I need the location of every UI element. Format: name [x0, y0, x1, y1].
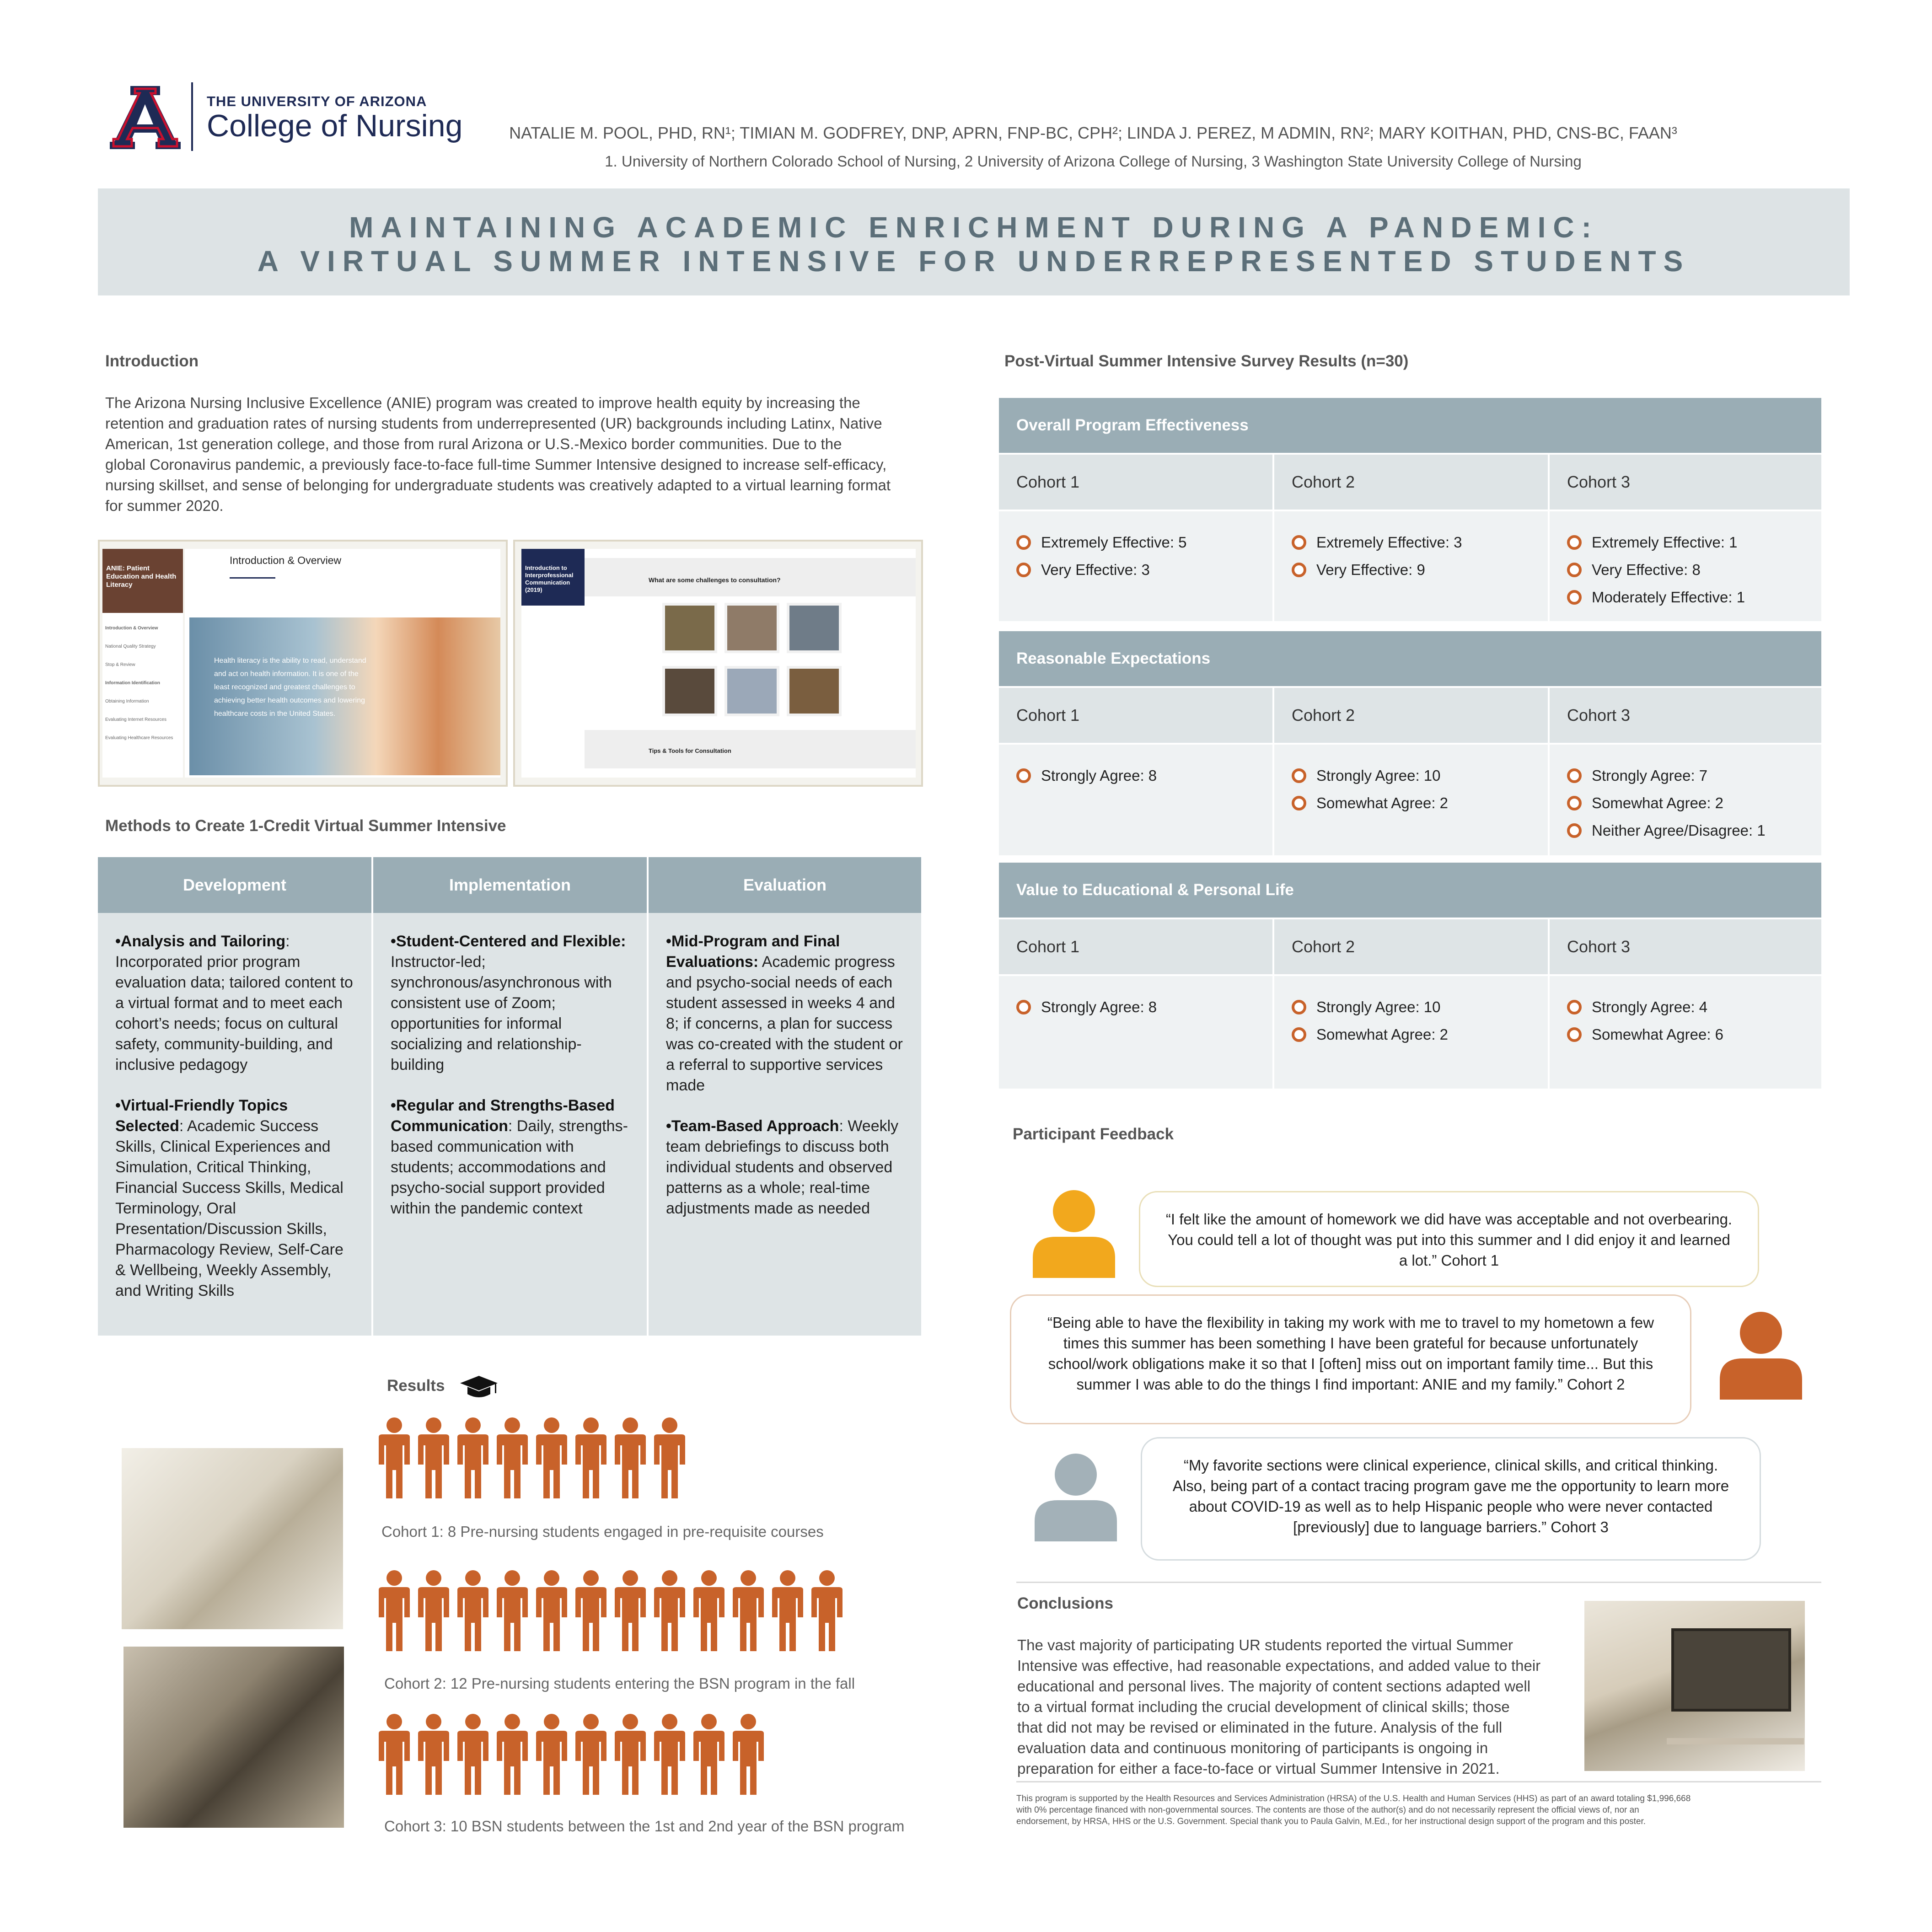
conclusion-line: The vast majority of participating UR students reported the virtual Summer	[1017, 1637, 1513, 1653]
survey-result-text: Somewhat Agree: 6	[1592, 1026, 1724, 1043]
affiliations: 1. University of Northern Colorado School of Nursing, 2 University of Arizona College of Nursing, 3 Washington State University College of Nursing	[605, 153, 1582, 170]
monitor-shape	[1671, 1628, 1791, 1712]
survey-result-text: Somewhat Agree: 2	[1592, 794, 1724, 811]
survey-result-cell	[1550, 976, 1821, 1089]
quote-line: “I felt like the amount of homework we did have was acceptable and not overbearing.	[1165, 1211, 1733, 1228]
methods-column-implementation	[373, 913, 647, 1336]
quote-line: “Being able to have the flexibility in taking my work with me to travel to my hometown a few	[1047, 1314, 1654, 1331]
intro-line: The Arizona Nursing Inclusive Excellence (ANIE) program was created to improve health equity by increasing the	[105, 394, 860, 411]
screenshot-sidebar	[102, 549, 183, 778]
footer-line: This program is supported by the Health Resources and Services Administration (HRSA) of the U.S. Health and Human Services (HHS) as part of an award totaling $1,996,668	[1016, 1794, 1691, 1803]
survey-result-item	[1567, 993, 1804, 1021]
person-icon	[611, 1417, 650, 1502]
title-line-2: A VIRTUAL SUMMER INTENSIVE FOR UNDERREPRESENTED STUDENTS	[257, 245, 1690, 278]
grid-photo	[662, 666, 717, 716]
survey-result-item	[1016, 529, 1255, 556]
survey-result-cell	[1550, 745, 1821, 855]
survey-result-item	[1292, 1021, 1530, 1048]
person-icon	[729, 1570, 768, 1654]
title-underline	[230, 577, 275, 579]
photo-caption: Health literacy is the ability to read, understand and act on health information. It is one of the least recognized and greatest challenges to achieving better health outcomes and lowering healthcare costs in the United States.	[214, 657, 366, 718]
survey-result-item	[1567, 789, 1804, 817]
person-icon	[493, 1570, 532, 1654]
cohort-2-people	[375, 1570, 847, 1654]
screenshot-menu	[102, 613, 183, 754]
survey-result-item	[1292, 762, 1530, 789]
methods-header-development: Development	[98, 857, 371, 913]
circle-bullet-icon	[1567, 1027, 1582, 1042]
conclusion-line: that did not may be revised or eliminated in the future. Analysis of the full	[1017, 1719, 1503, 1736]
survey-cohort-label: Cohort 3	[1550, 919, 1821, 974]
survey-result-text: Very Effective: 8	[1592, 561, 1701, 578]
conclusions-heading: Conclusions	[1017, 1594, 1114, 1612]
feedback-quote-3	[1141, 1437, 1761, 1561]
person-icon	[493, 1713, 532, 1798]
divider	[1016, 1781, 1821, 1782]
circle-bullet-icon	[1567, 768, 1582, 783]
person-icon	[375, 1570, 414, 1654]
method-point-title: •Team-Based Approach	[666, 1117, 839, 1135]
person-icon	[650, 1713, 690, 1798]
circle-bullet-icon	[1292, 535, 1306, 550]
circle-bullet-icon	[1567, 563, 1582, 577]
survey-result-text: Strongly Agree: 4	[1592, 998, 1708, 1015]
intro-line: nursing skillset, and sense of belonging for undergraduate students was creatively adapted to a virtual learning format	[105, 477, 891, 494]
introduction-text	[105, 392, 928, 516]
menu-item: Evaluating Healthcare Resources	[105, 735, 173, 741]
screenshot-question: What are some challenges to consultation?	[649, 576, 781, 584]
survey-result-cell	[1550, 511, 1821, 621]
title-line-1: MAINTAINING ACADEMIC ENRICHMENT DURING A PANDEMIC:	[349, 211, 1599, 244]
photo-grid	[662, 603, 845, 722]
grid-photo	[724, 603, 779, 653]
circle-bullet-icon	[1016, 1000, 1031, 1014]
grid-photo	[787, 666, 842, 716]
quote-line: school/work obligations make it so that I [often] miss out on important family time... But this	[1048, 1355, 1653, 1372]
conclusions-text	[1017, 1635, 1580, 1779]
student-computer-photo	[123, 1647, 344, 1828]
person-icon	[650, 1417, 690, 1502]
circle-bullet-icon	[1567, 823, 1582, 838]
survey-result-text: Strongly Agree: 8	[1041, 767, 1157, 784]
person-icon	[454, 1417, 493, 1502]
student-laptop-photo	[122, 1448, 343, 1629]
feedback-quote-1	[1139, 1191, 1759, 1287]
survey-cohort-label: Cohort 3	[1550, 455, 1821, 510]
circle-bullet-icon	[1292, 1027, 1306, 1042]
survey-cohort-label: Cohort 2	[1274, 688, 1548, 743]
conclusion-line: Intensive was effective, had reasonable expectations, and added value to their	[1017, 1657, 1541, 1674]
quote-line: about COVID-19 as well as to help Hispanic people who were never contacted	[1189, 1498, 1713, 1515]
participant-avatar-icon	[1033, 1189, 1115, 1280]
cohort-1-label: Cohort 1: 8 Pre-nursing students engaged in pre-requisite courses	[381, 1523, 824, 1540]
person-icon	[532, 1417, 572, 1502]
survey-result-item	[1016, 556, 1255, 584]
survey-heading: Post-Virtual Summer Intensive Survey Results (n=30)	[1004, 352, 1409, 370]
survey-result-item	[1292, 993, 1530, 1021]
quote-line: a lot.” Cohort 1	[1399, 1252, 1499, 1269]
survey-result-item	[1292, 556, 1530, 584]
survey-cohort-label: Cohort 2	[1274, 455, 1548, 510]
survey-result-text: Strongly Agree: 10	[1316, 998, 1441, 1015]
screenshot-footer-title: Tips & Tools for Consultation	[649, 747, 731, 754]
title-banner	[98, 188, 1850, 295]
menu-item: Introduction & Overview	[105, 626, 158, 631]
quote-line: [previously] due to language barriers.” Cohort 3	[1293, 1519, 1609, 1535]
circle-bullet-icon	[1567, 1000, 1582, 1014]
circle-bullet-icon	[1292, 1000, 1306, 1014]
quote-line: “My favorite sections were clinical experience, clinical skills, and critical thinking.	[1183, 1457, 1718, 1474]
methods-column-evaluation	[649, 913, 921, 1336]
survey-section-header: Overall Program Effectiveness	[999, 398, 1821, 453]
person-icon	[768, 1570, 808, 1654]
logo-divider	[191, 82, 193, 151]
health-literacy-photo	[189, 617, 500, 775]
survey-result-item	[1567, 584, 1804, 611]
menu-item: Obtaining Information	[105, 699, 149, 704]
intro-line: global Coronavirus pandemic, a previously face-to-face full-time Summer Intensive designed to increase self-efficacy,	[105, 456, 887, 473]
survey-result-item	[1567, 529, 1804, 556]
conclusion-line: evaluation data and continuous monitoring of participants is ongoing in	[1017, 1739, 1488, 1756]
menu-item: Information Identification	[105, 681, 160, 686]
method-point-title: •Virtual-Friendly Topics Selected	[115, 1097, 288, 1135]
footer-line: with 0% percentage financed with non-governmental sources. The contents are those of the author(s) and do not necessarily represent the official views of, nor an	[1016, 1805, 1639, 1815]
person-icon	[532, 1570, 572, 1654]
survey-result-text: Strongly Agree: 8	[1041, 998, 1157, 1015]
cohort-3-label: Cohort 3: 10 BSN students between the 1st and 2nd year of the BSN program	[384, 1818, 905, 1835]
survey-result-text: Somewhat Agree: 2	[1316, 1026, 1449, 1043]
survey-result-text: Moderately Effective: 1	[1592, 589, 1745, 606]
university-name: THE UNIVERSITY OF ARIZONA	[207, 93, 427, 109]
quote-line: Also, being part of a contact tracing program gave me the opportunity to learn more	[1172, 1477, 1729, 1494]
survey-result-item	[1567, 556, 1804, 584]
person-icon	[572, 1713, 611, 1798]
survey-result-cell	[1274, 976, 1548, 1089]
course-screenshot-2	[513, 540, 923, 787]
footer-line: endorsement, by HRSA, HHS or the U.S. Government. Special thank you to Paula Galvin, M.Ed., for her instructional design support of the program and this poster.	[1016, 1817, 1646, 1826]
conclusion-line: to a virtual format including the crucial development of clinical skills; those	[1017, 1698, 1510, 1715]
graduation-cap-icon	[459, 1375, 499, 1401]
menu-item: Evaluating Internet Resources	[105, 717, 166, 722]
person-icon	[532, 1713, 572, 1798]
results-heading: Results	[387, 1377, 445, 1395]
methods-heading: Methods to Create 1-Credit Virtual Summer Intensive	[105, 817, 506, 835]
person-icon	[611, 1570, 650, 1654]
survey-section-header: Reasonable Expectations	[999, 631, 1821, 686]
person-icon	[414, 1417, 454, 1502]
screenshot-sidebar-title: ANIE: Patient Education and Health Literacy	[102, 549, 183, 613]
cohort-3-people	[375, 1713, 768, 1798]
intro-line: for summer 2020.	[105, 497, 224, 514]
method-point-text: Instructor-led; synchronous/asynchronous with consistent use of Zoom; opportunities for informal socializing and relationship-building	[391, 953, 612, 1073]
cohort-2-label: Cohort 2: 12 Pre-nursing students entering the BSN program in the fall	[384, 1675, 855, 1692]
survey-result-text: Somewhat Agree: 2	[1316, 794, 1449, 811]
circle-bullet-icon	[1016, 768, 1031, 783]
tips-band	[585, 730, 916, 768]
screenshot-content	[585, 549, 916, 778]
survey-result-item	[1292, 529, 1530, 556]
method-point-text: : Academic Success Skills, Clinical Experiences and Simulation, Critical Thinking, Financial Success Skills, Medical Terminology, Oral Presentation/Discussion Skills, Pharmacology Review, Self-Care & Wellbeing, Weekly Assembly, and Writing Skills	[115, 1117, 343, 1299]
person-icon	[611, 1713, 650, 1798]
survey-result-text: Extremely Effective: 3	[1316, 534, 1462, 551]
menu-item: National Quality Strategy	[105, 644, 156, 649]
survey-result-cell	[1274, 745, 1548, 855]
introduction-heading: Introduction	[105, 352, 199, 370]
grid-photo	[787, 603, 842, 653]
survey-result-text: Very Effective: 9	[1316, 561, 1425, 578]
conclusion-line: preparation for either a face-to-face or virtual Summer Intensive in 2021.	[1017, 1760, 1500, 1777]
method-point-text: Academic progress and psycho-social needs of each student assessed in weeks 4 and 8; if concerns, a plan for success was co-created with the student or a referral to supportive services made	[666, 953, 903, 1094]
survey-cohort-label: Cohort 1	[999, 455, 1272, 510]
survey-result-cell	[999, 745, 1272, 855]
survey-result-text: Extremely Effective: 1	[1592, 534, 1738, 551]
person-icon	[454, 1713, 493, 1798]
survey-cohort-label: Cohort 1	[999, 919, 1272, 974]
feedback-quote-2	[1010, 1294, 1691, 1424]
screenshot-content	[185, 549, 500, 778]
quote-line: times this summer has been something I have been grateful for because unfortunately	[1063, 1335, 1638, 1352]
survey-result-item	[1292, 789, 1530, 817]
screenshot-page-title: Introduction & Overview	[230, 554, 342, 566]
survey-result-cell	[999, 976, 1272, 1089]
grid-photo	[662, 603, 717, 653]
method-point-title: •Mid-Program and Final Evaluations:	[666, 933, 840, 971]
conclusion-line: educational and personal lives. The majority of content sections adapted well	[1017, 1678, 1531, 1695]
person-icon	[454, 1570, 493, 1654]
cohort-1-people	[375, 1417, 690, 1502]
person-icon	[808, 1570, 847, 1654]
person-icon	[572, 1570, 611, 1654]
quote-line: You could tell a lot of thought was put into this summer and I did enjoy it and learned	[1168, 1231, 1730, 1248]
person-icon	[414, 1570, 454, 1654]
authors: NATALIE M. POOL, PHD, RN¹; TIMIAN M. GODFREY, DNP, APRN, FNP-BC, CPH²; LINDA J. PEREZ, M ADMIN, RN²; MARY KOITHAN, PHD, CNS-BC, FAAN³	[509, 123, 1677, 142]
university-logo-icon	[107, 82, 183, 151]
desk-computer-photo	[1584, 1601, 1805, 1771]
intro-line: American, 1st generation college, and those from rural Arizona or U.S.-Mexico border communities. Due to the	[105, 435, 842, 452]
circle-bullet-icon	[1567, 796, 1582, 810]
screenshot-sidebar-title: Introduction to Interprofessional Communication (2019)	[521, 549, 585, 606]
circle-bullet-icon	[1567, 535, 1582, 550]
funding-acknowledgement	[1016, 1793, 1803, 1827]
participant-avatar-icon	[1720, 1311, 1802, 1402]
menu-item: Stop & Review	[105, 662, 135, 667]
survey-result-text: Very Effective: 3	[1041, 561, 1150, 578]
survey-cohort-label: Cohort 1	[999, 688, 1272, 743]
method-point-title: •Analysis and Tailoring	[115, 933, 286, 950]
person-icon	[375, 1713, 414, 1798]
methods-header-implementation: Implementation	[373, 857, 647, 913]
method-point-title: •Regular and Strengths-Based Communication	[391, 1097, 615, 1135]
circle-bullet-icon	[1292, 796, 1306, 810]
intro-line: retention and graduation rates of nursing students from underrepresented (UR) backgrounds including Latinx, Native	[105, 415, 882, 432]
survey-result-text: Strongly Agree: 10	[1316, 767, 1441, 784]
survey-result-text: Strongly Agree: 7	[1592, 767, 1708, 784]
method-point-text: : Incorporated prior program evaluation data; tailored content to a virtual format and to meet each cohort’s needs; focus on cultural safety, community-building, and inclusive pedagogy	[115, 933, 353, 1073]
participant-avatar-icon	[1035, 1453, 1117, 1544]
method-point-title: •Student-Centered and Flexible:	[391, 933, 626, 950]
survey-result-cell	[1274, 511, 1548, 621]
survey-result-item	[1567, 817, 1804, 844]
circle-bullet-icon	[1292, 768, 1306, 783]
survey-result-text: Neither Agree/Disagree: 1	[1592, 822, 1766, 839]
survey-result-item	[1016, 762, 1255, 789]
circle-bullet-icon	[1016, 535, 1031, 550]
divider	[1016, 1582, 1821, 1583]
college-name: College of Nursing	[207, 108, 463, 143]
survey-result-text: Extremely Effective: 5	[1041, 534, 1187, 551]
survey-result-item	[1567, 1021, 1804, 1048]
person-icon	[414, 1713, 454, 1798]
survey-result-cell	[999, 511, 1272, 621]
methods-column-development	[98, 913, 371, 1336]
survey-result-item	[1016, 993, 1255, 1021]
method-point-text: : Weekly team debriefings to discuss both individual students and observed patterns as a whole; real-time adjustments made as needed	[666, 1117, 899, 1217]
methods-header-evaluation: Evaluation	[649, 857, 921, 913]
desk-shape	[1667, 1738, 1804, 1744]
screenshot-sidebar	[521, 549, 585, 778]
circle-bullet-icon	[1016, 563, 1031, 577]
person-icon	[493, 1417, 532, 1502]
survey-cohort-label: Cohort 2	[1274, 919, 1548, 974]
course-screenshot-1	[98, 540, 508, 787]
person-icon	[690, 1570, 729, 1654]
feedback-heading: Participant Feedback	[1013, 1125, 1174, 1143]
method-point-text: : Daily, strengths-based communication with students; accommodations and psycho-social support provided within the pandemic context	[391, 1117, 628, 1217]
circle-bullet-icon	[1292, 563, 1306, 577]
methods-table	[98, 857, 921, 1336]
person-icon	[690, 1713, 729, 1798]
person-icon	[572, 1417, 611, 1502]
survey-cohort-label: Cohort 3	[1550, 688, 1821, 743]
circle-bullet-icon	[1567, 590, 1582, 605]
grid-photo	[724, 666, 779, 716]
person-icon	[729, 1713, 768, 1798]
survey-section-header: Value to Educational & Personal Life	[999, 863, 1821, 918]
person-icon	[650, 1570, 690, 1654]
survey-result-item	[1567, 762, 1804, 789]
quote-line: summer I was able to do the things I find important: ANIE and my family.” Cohort 2	[1076, 1376, 1625, 1393]
person-icon	[375, 1417, 414, 1502]
